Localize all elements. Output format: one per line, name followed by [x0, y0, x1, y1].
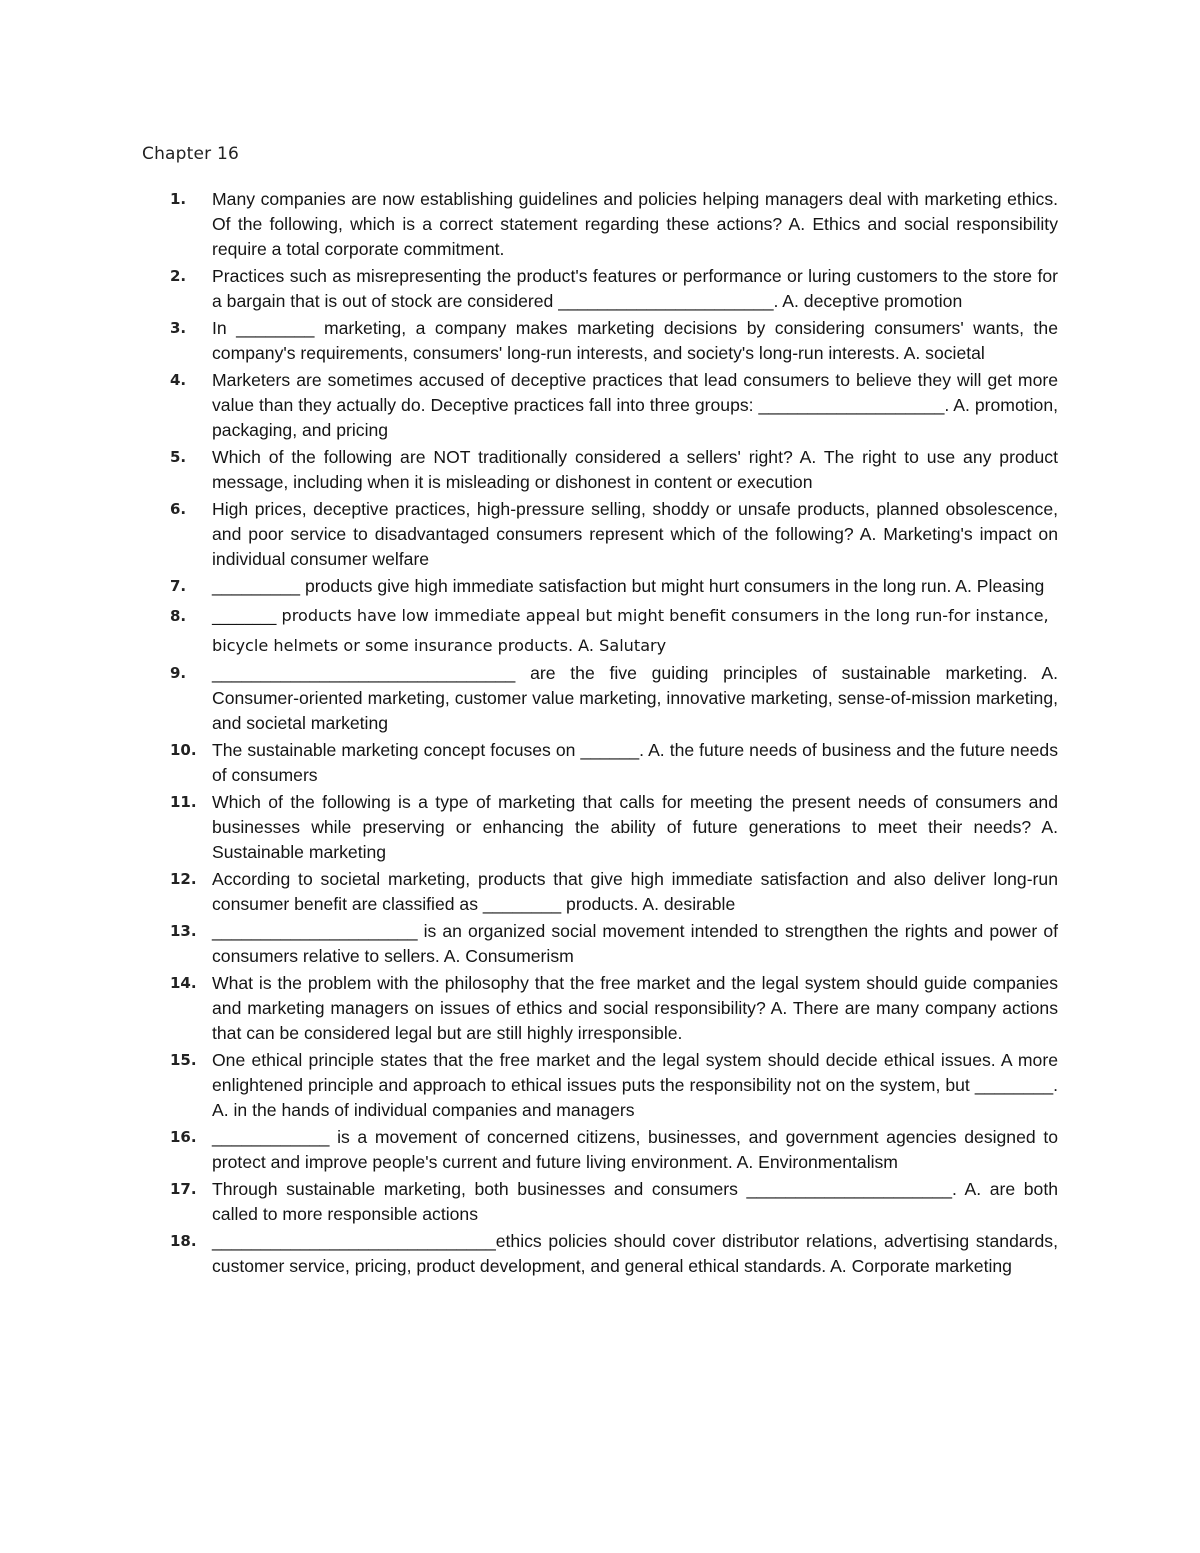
question-item: [170, 738, 1058, 788]
question-number: 9.: [170, 664, 187, 682]
question-item: [170, 971, 1058, 1046]
question-number: 16.: [170, 1128, 197, 1146]
question-number: 2.: [170, 267, 187, 285]
question-number: 17.: [170, 1180, 197, 1198]
question-item: [170, 316, 1058, 366]
question-item: [170, 497, 1058, 572]
question-number: 3.: [170, 319, 187, 337]
question-item: [170, 661, 1058, 736]
question-number: 13.: [170, 922, 197, 940]
question-number: 14.: [170, 974, 197, 992]
question-item: [170, 574, 1058, 599]
question-text: Practices such as misrepresenting the product's features or performance or luring customers to the store for a bargain that is out of stock are considered ______________________. A. deceptive promotion: [212, 266, 1058, 311]
question-text: ________ products have low immediate appeal but might benefit consumers in the long run-for instance, bicycle helmets or some insurance products. A. Salutary: [212, 606, 1049, 655]
question-number: 7.: [170, 577, 187, 595]
question-text: _____________________ is an organized social movement intended to strengthen the rights and power of consumers relative to sellers. A. Consumerism: [212, 921, 1058, 966]
question-text: High prices, deceptive practices, high-pressure selling, shoddy or unsafe products, planned obsolescence, and poor service to disadvantaged consumers represent which of the following? A. Marketing's impact on individual consumer welfare: [212, 499, 1058, 569]
question-item: [170, 1229, 1058, 1279]
question-number: 12.: [170, 870, 197, 888]
question-item: [170, 867, 1058, 917]
question-text: _________ products give high immediate satisfaction but might hurt consumers in the long run. A. Pleasing: [212, 576, 1045, 596]
question-number: 5.: [170, 448, 187, 466]
question-item: [170, 445, 1058, 495]
question-text: Which of the following is a type of marketing that calls for meeting the present needs of consumers and businesses while preserving or enhancing the ability of future generations to meet their needs? A. Sustainable marketing: [212, 792, 1058, 862]
question-item: [170, 1177, 1058, 1227]
question-item: [170, 187, 1058, 262]
question-number: 11.: [170, 793, 197, 811]
question-item: [170, 790, 1058, 865]
question-text: Through sustainable marketing, both businesses and consumers _____________________. A. are both called to more responsible actions: [212, 1179, 1058, 1224]
question-text: ____________ is a movement of concerned citizens, businesses, and government agencies designed to protect and improve people's current and future living environment. A. Environmentalism: [212, 1127, 1058, 1172]
question-text: _____________________________ethics policies should cover distributor relations, advertising standards, customer service, pricing, product development, and general ethical standards. A. Corporate marketing: [212, 1231, 1058, 1276]
question-text: Which of the following are NOT traditionally considered a sellers' right? A. The right to use any product message, including when it is misleading or dishonest in content or execution: [212, 447, 1058, 492]
chapter-title: Chapter 16: [142, 144, 240, 164]
question-number: 6.: [170, 500, 187, 518]
question-list: [170, 187, 1058, 1281]
question-number: 8.: [170, 607, 187, 625]
question-number: 18.: [170, 1232, 197, 1250]
question-item: [170, 919, 1058, 969]
question-text: _______________________________ are the five guiding principles of sustainable marketing. A. Consumer-oriented marketing, customer value marketing, innovative marketing, sense-of-mission marketing, and societal marketing: [212, 663, 1058, 733]
question-number: 1.: [170, 190, 187, 208]
question-text: In ________ marketing, a company makes marketing decisions by considering consumers' wants, the company's requirements, consumers' long-run interests, and society's long-run interests. A. societal: [212, 318, 1058, 363]
question-text: One ethical principle states that the free market and the legal system should decide ethical issues. A more enlightened principle and approach to ethical issues puts the responsibility not on the system, but ________. A. in the hands of individual companies and managers: [212, 1050, 1058, 1120]
question-text: The sustainable marketing concept focuses on ______. A. the future needs of business and the future needs of consumers: [212, 740, 1058, 785]
question-item: [170, 601, 1058, 661]
question-number: 15.: [170, 1051, 197, 1069]
question-text: What is the problem with the philosophy that the free market and the legal system should guide companies and marketing managers on issues of ethics and social responsibility? A. There are many company actions that can be considered legal but are still highly irresponsible.: [212, 973, 1058, 1043]
question-number: 4.: [170, 371, 187, 389]
question-item: [170, 1125, 1058, 1175]
question-text: According to societal marketing, products that give high immediate satisfaction and also deliver long-run consumer benefit are classified as ________ products. A. desirable: [212, 869, 1058, 914]
question-item: [170, 1048, 1058, 1123]
question-item: [170, 264, 1058, 314]
question-text: Marketers are sometimes accused of deceptive practices that lead consumers to believe they will get more value than they actually do. Deceptive practices fall into three groups: ___________________. A. promotion, packaging, and pricing: [212, 370, 1058, 440]
question-number: 10.: [170, 741, 197, 759]
question-item: [170, 368, 1058, 443]
question-text: Many companies are now establishing guidelines and policies helping managers deal with marketing ethics. Of the following, which is a correct statement regarding these actions? A. Ethics and social responsibility require a total corporate commitment.: [212, 189, 1058, 259]
